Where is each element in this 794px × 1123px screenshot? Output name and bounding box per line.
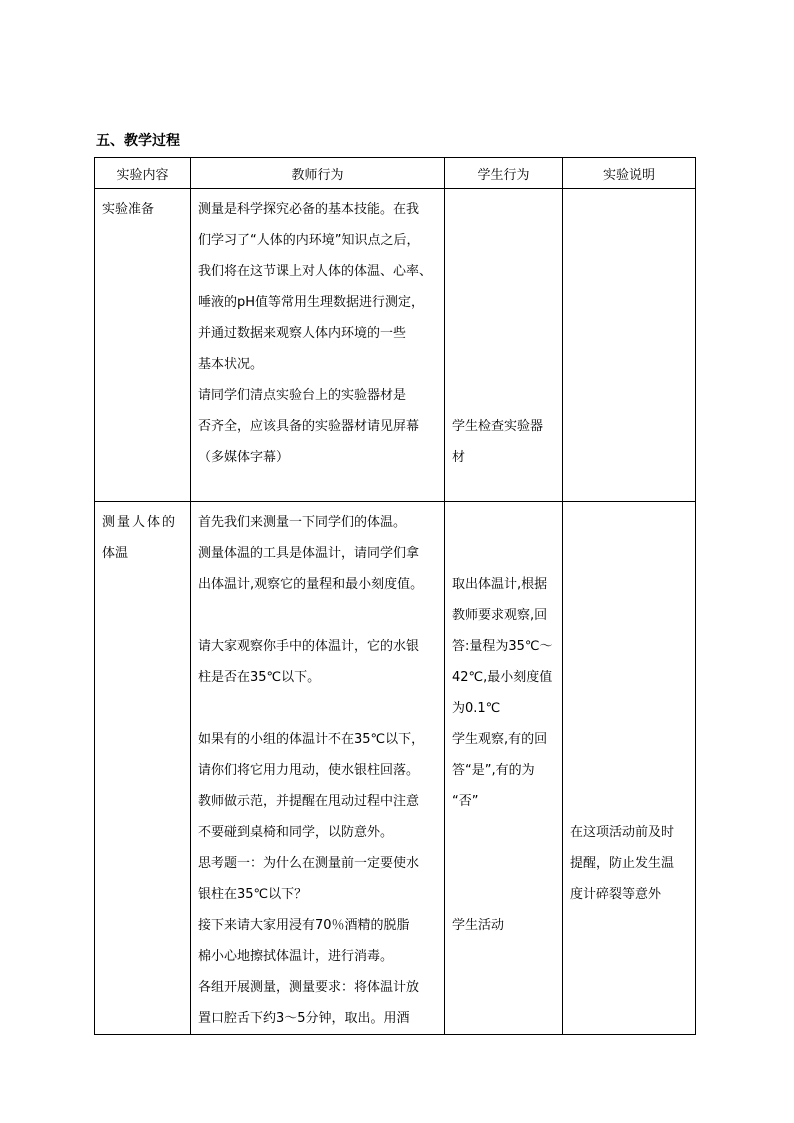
teacher-line: 各组开展测量，测量要求：将体温计放 xyxy=(198,980,420,995)
topic-line: 测量人体的 xyxy=(102,515,178,530)
student-line: 材 xyxy=(452,450,466,465)
student-line: 学生观察,有的回 xyxy=(452,732,548,747)
student-line: 学生检查实验器 xyxy=(452,419,544,434)
student-line: 答“是”,有的为 xyxy=(452,763,535,778)
header-experiment-content: 实验内容 xyxy=(95,158,191,189)
student-line: 教师要求观察,回 xyxy=(452,608,548,623)
student-line: 为0.1℃ xyxy=(452,701,501,716)
note-cell xyxy=(563,189,696,502)
teacher-line: 接下来请大家用浸有70％酒精的脱脂 xyxy=(198,918,410,933)
teaching-process-table xyxy=(94,157,696,1035)
teacher-line: （多媒体字幕） xyxy=(198,450,290,465)
teacher-line: 柱是否在35℃以下。 xyxy=(198,670,321,685)
teacher-line: 测量是科学探究必备的基本技能。在我 xyxy=(198,202,420,217)
teacher-line: 们学习了“人体的内环境”知识点之后， xyxy=(198,233,420,248)
table-row xyxy=(95,189,696,502)
teacher-line: 请大家观察你手中的体温计，它的水银 xyxy=(198,639,420,654)
note-cell xyxy=(563,502,696,1035)
teacher-line: 基本状况。 xyxy=(198,357,264,372)
note-line: 提醒，防止发生温 xyxy=(570,856,675,871)
teacher-line: 测量体温的工具是体温计，请同学们拿 xyxy=(198,546,420,561)
teacher-line: 请同学们清点实验台上的实验器材是 xyxy=(198,388,407,403)
student-cell xyxy=(445,189,563,502)
topic-line: 体温 xyxy=(102,546,129,561)
teacher-line: 银柱在35℃以下？ xyxy=(198,887,308,902)
student-line: “否” xyxy=(452,794,479,809)
student-line: 答:量程为35℃～ xyxy=(452,639,553,654)
header-student-behavior: 学生行为 xyxy=(445,158,563,189)
topic-cell xyxy=(95,189,191,502)
section-title: 五、教学过程 xyxy=(96,133,180,149)
student-line: 学生活动 xyxy=(452,918,505,933)
header-experiment-notes: 实验说明 xyxy=(563,158,696,189)
student-cell xyxy=(445,502,563,1035)
teacher-line: 否齐全，应该具备的实验器材请见屏幕 xyxy=(198,419,420,434)
teacher-cell xyxy=(191,189,445,502)
teacher-line: 唾液的pH值等常用生理数据进行测定， xyxy=(198,295,425,310)
teacher-cell xyxy=(191,502,445,1035)
teacher-line: 置口腔舌下约3～5分钟，取出。用酒 xyxy=(198,1011,410,1026)
student-line: 取出体温计,根据 xyxy=(452,577,548,592)
teacher-line: 请你们将它用力甩动，使水银柱回落。 xyxy=(198,763,420,778)
teacher-line: 教师做示范，并提醒在甩动过程中注意 xyxy=(198,794,420,809)
topic-line: 实验准备 xyxy=(102,202,155,217)
note-line: 在这项活动前及时 xyxy=(570,825,675,840)
student-line: 42℃,最小刻度值 xyxy=(452,670,553,685)
header-teacher-behavior: 教师行为 xyxy=(191,158,445,189)
teacher-line: 棉小心地擦拭体温计，进行消毒。 xyxy=(198,949,394,964)
note-line: 度计碎裂等意外 xyxy=(570,887,662,902)
table-header-row xyxy=(95,158,696,189)
teacher-line: 出体温计,观察它的量程和最小刻度值。 xyxy=(198,577,424,592)
teacher-line: 首先我们来测量一下同学们的体温。 xyxy=(198,515,407,530)
teacher-line: 不要碰到桌椅和同学，以防意外。 xyxy=(198,825,394,840)
teacher-line: 并通过数据来观察人体内环境的一些 xyxy=(198,326,407,341)
topic-cell xyxy=(95,502,191,1035)
table-row xyxy=(95,502,696,1035)
teacher-line: 思考题一：为什么在测量前一定要使水 xyxy=(198,856,420,871)
teacher-line: 我们将在这节课上对人体的体温、心率、 xyxy=(198,264,433,279)
teacher-line: 如果有的小组的体温计不在35℃以下， xyxy=(198,732,425,747)
